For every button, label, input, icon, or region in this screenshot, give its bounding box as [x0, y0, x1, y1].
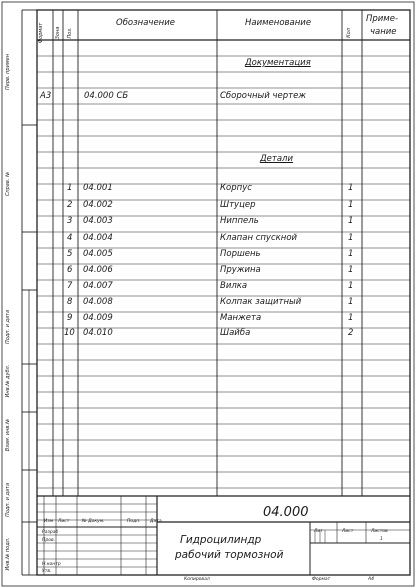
part-designation: 04.003 — [83, 216, 113, 226]
part-qty: 2 — [348, 328, 354, 338]
part-pos: 5 — [67, 249, 73, 259]
part-name: Пружина — [220, 265, 261, 275]
part-name: Колпак защитный — [220, 297, 302, 307]
tb-list2: Лист — [342, 529, 354, 534]
header-designation: Обозначение — [116, 18, 175, 28]
tb-listov: Листов — [371, 529, 388, 534]
part-name: Клапан спускной — [220, 233, 298, 243]
part-qty: 1 — [348, 281, 354, 291]
part-pos: 4 — [67, 233, 73, 243]
side-sprav-no: Справ. № — [5, 171, 11, 197]
header-note-2: чание — [370, 27, 397, 37]
side-inv-podl: Инв.№ подл. — [5, 537, 11, 571]
part-qty: 1 — [348, 200, 354, 210]
part-pos: 9 — [67, 313, 73, 323]
doc-format: А3 — [40, 91, 52, 101]
doc-number: 04.000 — [263, 505, 309, 520]
part-name: Корпус — [220, 183, 252, 193]
part-name: Манжета — [220, 313, 262, 323]
tb-prov: Пров. — [42, 538, 56, 543]
part-qty: 1 — [348, 297, 354, 307]
table-grid — [2, 2, 414, 586]
part-designation: 04.008 — [83, 297, 113, 307]
header-name: Наименование — [245, 18, 312, 28]
part-qty: 1 — [348, 313, 354, 323]
doc-name: Сборочный чертеж — [220, 91, 306, 101]
header-format: Формат — [38, 22, 44, 44]
part-designation: 04.010 — [83, 328, 113, 338]
part-designation: 04.009 — [83, 313, 113, 323]
side-vzam-inv: Взам. инв.№ — [5, 418, 11, 452]
tb-izm: Изм — [44, 519, 54, 524]
tb-n-kontr: Н.контр — [42, 562, 61, 567]
part-pos: 3 — [67, 216, 73, 226]
part-qty: 1 — [348, 249, 354, 259]
part-pos: 6 — [67, 265, 73, 275]
part-designation: 04.007 — [83, 281, 113, 291]
part-name: Шайба — [220, 328, 251, 338]
side-podp-data-1: Подп. и дата — [5, 309, 11, 345]
part-pos: 10 — [64, 328, 75, 338]
part-pos: 1 — [67, 183, 73, 193]
part-name: Штуцер — [220, 200, 256, 210]
part-designation: 04.001 — [83, 183, 113, 193]
part-designation: 04.006 — [83, 265, 113, 275]
header-pos: Поз. — [67, 27, 73, 39]
footer-format: Формат — [312, 577, 331, 582]
part-designation: 04.002 — [83, 200, 113, 210]
part-qty: 1 — [348, 265, 354, 275]
tb-lit: Лит — [314, 529, 323, 534]
part-name: Поршень — [220, 249, 261, 259]
header-zone: Зона — [55, 26, 61, 40]
tb-data: Дата — [150, 519, 162, 524]
part-name: Вилка — [220, 281, 248, 291]
part-qty: 1 — [348, 233, 354, 243]
part-qty: 1 — [348, 216, 354, 226]
title-line-1: Гидроцилиндр — [180, 534, 262, 546]
part-designation: 04.005 — [83, 249, 113, 259]
side-podp-data-2: Подп. и дата — [5, 482, 11, 518]
part-designation: 04.004 — [83, 233, 113, 243]
tb-podp: Подп. — [127, 519, 141, 524]
header-qty: Кол — [346, 28, 352, 38]
footer-kopiroval: Копировал — [184, 577, 210, 582]
header-note-1: Приме- — [366, 14, 399, 24]
tb-n-dokum: № Докум. — [82, 519, 105, 524]
tb-razrab: Разраб — [42, 530, 59, 535]
part-qty: 1 — [348, 183, 354, 193]
section-documentation: Документация — [245, 58, 311, 68]
side-perv-primen: Перв. примен — [5, 54, 11, 90]
title-line-2: рабочий тормозной — [175, 549, 284, 561]
part-pos: 8 — [67, 297, 73, 307]
footer-format-value: А4 — [368, 577, 374, 582]
doc-designation: 04.000 СБ — [84, 91, 129, 101]
side-inv-dubl: Инв.№ дубл. — [5, 364, 11, 398]
tb-list: Лист — [58, 519, 70, 524]
tb-listov-value: 1 — [380, 537, 383, 542]
part-pos: 7 — [67, 281, 73, 291]
part-name: Ниппель — [220, 216, 259, 226]
part-pos: 2 — [67, 200, 73, 210]
section-details: Детали — [260, 154, 293, 164]
frame-border — [2, 2, 414, 586]
tb-utv: Утв. — [42, 569, 52, 574]
